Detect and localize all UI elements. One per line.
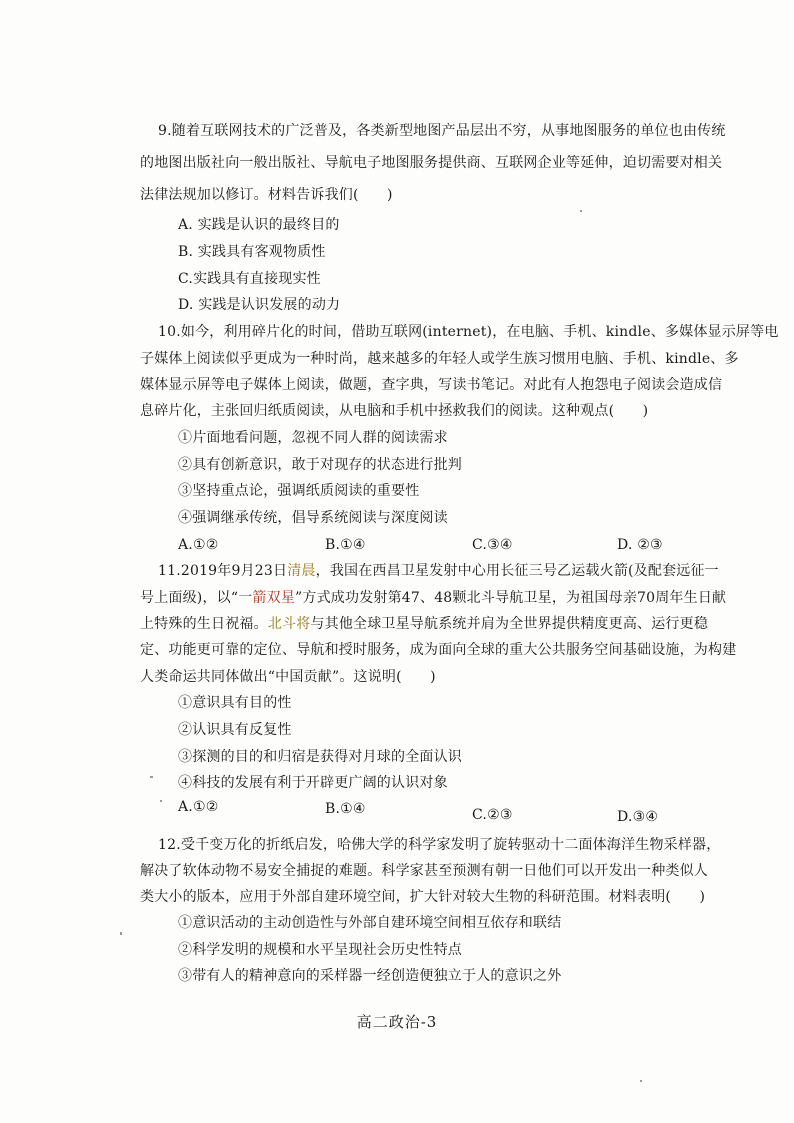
q10-stem-line-3: 媒体显示屏等电子媒体上阅读，做题，查字典，写读书笔记。对此有人抱怨电子阅读会造成信: [140, 377, 723, 393]
q11-item-3: ③探测的目的和归宿是获得对月球的全面认识: [178, 749, 462, 765]
q9-option-b: B. 实践具有客观物质性: [178, 244, 326, 260]
q11-stem-line-3-part-a: 上特殊的生日祝福。: [140, 616, 268, 632]
q11-choice-b: B.①④: [325, 801, 366, 817]
scan-speck: [640, 1080, 642, 1082]
page-footer: 高二政治-3: [356, 1013, 438, 1031]
q11-stem-line-4: 定、功能更可靠的定位、导航和授时服务，成为面向全球的重大公共服务空间基础设施，为构建: [140, 642, 737, 658]
q12-item-2: ②科学发明的规模和水平呈现社会历史性特点: [178, 942, 462, 958]
scan-speck: [120, 932, 122, 935]
q12-stem-line-3: 类大小的版本，应用于外部自建环境空间，扩大针对较大生物的科研范围。材料表明( ): [140, 889, 706, 905]
q11-item-2: ②认识具有反复性: [178, 722, 292, 738]
q12-stem-line-1: 12.受千变万化的折纸启发，哈佛大学的科学家发明了旋转驱动十二面体海洋生物采样器，: [158, 837, 721, 853]
scan-speck: [160, 800, 162, 802]
scan-speck: [580, 210, 582, 212]
q9-option-a: A. 实践是认识的最终目的: [178, 217, 340, 233]
q10-item-3: ③坚持重点论，强调纸质阅读的重要性: [178, 483, 420, 499]
q11-stem-line-2: [140, 589, 726, 607]
q10-stem-line-4: 息碎片化，主张回归纸质阅读，从电脑和手机中拯救我们的阅读。这种观点( ): [140, 403, 649, 419]
q11-choice-a: A.①②: [178, 799, 219, 815]
q9-option-d: D. 实践是认识发展的动力: [178, 297, 341, 313]
q11-stem-line-2-part-c: ”方式成功发射第47、48颗北斗导航卫星，为祖国母亲70周年生日献: [295, 590, 727, 606]
q11-stem-line-1-part-c: ，我国在西昌卫星发射中心用长征三号乙运载火箭(及配套远征一: [315, 563, 719, 579]
scan-speck: [150, 776, 153, 778]
q11-item-1: ①意识具有目的性: [178, 695, 292, 711]
q12-item-3: ③带有人的精神意向的采样器一经创造便独立于人的意识之外: [178, 968, 562, 984]
q10-choice-c: C.③④: [472, 537, 513, 553]
q9-stem-line-3: 法律法规加以修订。材料告诉我们( ): [140, 187, 393, 203]
q11-item-4: ④科技的发展有利于开辟更广阔的认识对象: [178, 775, 448, 791]
q10-item-2: ②具有创新意识，敢于对现存的状态进行批判: [178, 457, 462, 473]
q10-item-4: ④强调继承传统，倡导系统阅读与深度阅读: [178, 510, 448, 526]
q11-highlight-beidou: 北斗将: [267, 616, 311, 632]
q9-option-c: C.实践具有直接现实性: [178, 271, 321, 287]
q10-stem-line-2: 子媒体上阅读似乎更成为一种时尚，越来越多的年轻人或学生族习惯用电脑、手机、kindle、多: [140, 351, 739, 367]
q11-stem-line-1-part-a: 11.2019年9月23日: [158, 563, 288, 579]
q10-choice-a: A.①②: [178, 537, 219, 553]
q9-stem-line-2: 的地图出版社向一般出版社、导航电子地图服务提供商、互联网企业等延伸，迫切需要对相关: [140, 155, 723, 171]
q11-stem-line-2-part-a: 号上面级)，以“: [140, 590, 239, 606]
q12-item-1: ①意识活动的主动创造性与外部自建环境空间相互依存和联结: [178, 915, 562, 931]
q11-stem-line-3: [140, 615, 708, 633]
q10-item-1: ①片面地看问题，忽视不同人群的阅读需求: [178, 430, 448, 446]
q11-choice-c: C.②③: [472, 807, 513, 823]
q10-choice-b: B.①④: [325, 537, 366, 553]
q9-stem-line-1: 9.随着互联网技术的广泛普及，各类新型地图产品层出不穷，从事地图服务的单位也由传统: [158, 123, 726, 139]
q10-stem-line-1: 10.如今，利用碎片化的时间，借助互联网(internet)，在电脑、手机、kindle、多媒体显示屏等电: [158, 324, 779, 340]
q11-stem-line-5: 人类命运共同体做出“中国贡献”。这说明( ): [140, 669, 436, 685]
q11-highlight-dual-satellite: 一箭双星: [238, 590, 296, 606]
q12-stem-line-2: 解决了软体动物不易安全捕捉的难题。科学家甚至预测有朝一日他们可以开发出一种类似人: [140, 863, 708, 879]
q11-choice-d: D.③④: [617, 809, 659, 825]
q10-choice-d: D. ②③: [617, 537, 663, 553]
q11-stem-line-1: [158, 562, 719, 580]
q11-stem-line-3-part-c: 与其他全球卫星导航系统并肩为全世界提供精度更高、运行更稳: [310, 616, 709, 632]
q11-highlight-morning: 清晨: [287, 563, 316, 579]
